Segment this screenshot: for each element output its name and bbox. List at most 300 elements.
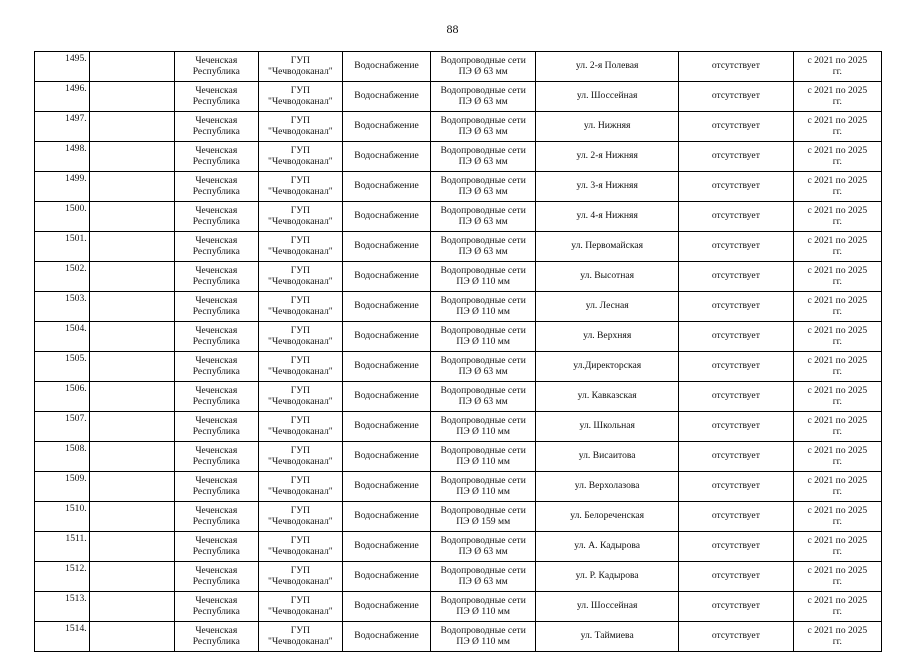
organization-cell [258,172,342,202]
object-line: Водопроводные сети [440,265,526,276]
status-text: отсутствует [711,630,760,642]
object-line: ПЭ Ø 63 мм [458,95,508,107]
status-cell [679,112,794,142]
region-cell [174,382,258,412]
street-cell [536,142,679,172]
organization-cell [258,82,342,112]
status-cell [679,172,794,202]
region-line: Республика [192,155,240,167]
street-name: ул. Верхняя [583,330,632,342]
service-type: Водоснабжение [354,480,419,492]
street-name: ул. Нижняя [583,120,631,132]
organization-line: "Чечводоканал" [268,245,333,257]
row-number: 1504. [65,323,87,334]
region-cell [174,52,258,82]
period-line: с 2021 по 2025 [807,145,868,156]
object-line: ПЭ Ø 110 мм [456,635,510,647]
service-type: Водоснабжение [354,540,419,552]
period-line: с 2021 по 2025 [807,355,868,366]
empty-cell [89,412,174,442]
status-cell [679,292,794,322]
status-text: отсутствует [711,540,760,552]
period-line: с 2021 по 2025 [807,385,868,396]
period-line: гг. [832,455,842,467]
service-type: Водоснабжение [354,390,419,402]
status-cell [679,502,794,532]
organization-line: ГУП [290,205,310,216]
object-line: Водопроводные сети [440,325,526,336]
organization-cell [258,232,342,262]
object-line: ПЭ Ø 63 мм [458,65,508,77]
region-cell [174,262,258,292]
object-cell [431,562,536,592]
service-type: Водоснабжение [354,570,419,582]
empty-cell [89,622,174,652]
object-line: ПЭ Ø 63 мм [458,575,508,587]
region-line: Республика [192,185,240,197]
table-row [35,112,882,142]
service-type: Водоснабжение [354,150,419,162]
service-type-cell [342,52,430,82]
period-cell [793,202,881,232]
empty-cell [89,52,174,82]
status-text: отсутствует [711,450,760,462]
period-cell [793,172,881,202]
service-type-cell [342,292,430,322]
region-cell [174,292,258,322]
street-name: ул. Кавказская [577,390,637,402]
street-name: ул. Шоссейная [576,90,638,102]
service-type: Водоснабжение [354,60,419,72]
organization-line: ГУП [290,415,310,426]
status-text: отсутствует [711,210,760,222]
period-cell [793,412,881,442]
object-line: ПЭ Ø 110 мм [456,425,510,437]
region-line: Республика [192,605,240,617]
row-number-cell [35,232,90,262]
region-line: Чеченская [195,325,238,336]
period-cell [793,532,881,562]
period-line: с 2021 по 2025 [807,445,868,456]
period-line: с 2021 по 2025 [807,205,868,216]
object-line: ПЭ Ø 63 мм [458,365,508,377]
region-line: Чеченская [195,265,238,276]
street-name: ул. Школьная [579,420,635,432]
empty-cell [89,592,174,622]
organization-line: ГУП [290,55,310,66]
organization-line: ГУП [290,625,310,636]
organization-cell [258,292,342,322]
street-cell [536,52,679,82]
street-name: ул. 3-я Нижняя [576,180,638,192]
organization-line: "Чечводоканал" [268,65,333,77]
object-cell [431,52,536,82]
period-line: с 2021 по 2025 [807,475,868,486]
status-text: отсутствует [711,390,760,402]
organization-line: ГУП [290,295,310,306]
street-name: ул. А. Кадырова [574,540,641,552]
region-cell [174,622,258,652]
region-line: Республика [192,425,240,437]
region-cell [174,412,258,442]
region-line: Республика [192,305,240,317]
street-name: ул. Р. Кадырова [575,570,639,582]
period-line: гг. [832,215,842,227]
page-number: 88 [446,22,459,36]
organization-line: ГУП [290,385,310,396]
period-line: гг. [832,95,842,107]
object-line: ПЭ Ø 110 мм [456,335,510,347]
object-line: Водопроводные сети [440,625,526,636]
period-cell [793,232,881,262]
organization-cell [258,442,342,472]
period-cell [793,52,881,82]
table-body [35,52,882,652]
table-row [35,292,882,322]
object-line: Водопроводные сети [440,175,526,186]
table-row [35,52,882,82]
row-number-cell [35,412,90,442]
organization-cell [258,382,342,412]
period-line: гг. [832,485,842,497]
row-number-cell [35,562,90,592]
organization-line: "Чечводоканал" [268,485,333,497]
status-text: отсутствует [711,120,760,132]
row-number: 1513. [65,593,87,604]
region-line: Чеченская [195,295,238,306]
organization-cell [258,472,342,502]
organization-line: "Чечводоканал" [268,455,333,467]
organization-line: "Чечводоканал" [268,185,333,197]
period-cell [793,352,881,382]
object-line: Водопроводные сети [440,85,526,96]
object-line: Водопроводные сети [440,295,526,306]
object-line: ПЭ Ø 110 мм [456,275,510,287]
status-cell [679,142,794,172]
period-line: с 2021 по 2025 [807,505,868,516]
table-row [35,82,882,112]
service-type-cell [342,202,430,232]
period-line: гг. [832,635,842,647]
status-text: отсутствует [711,300,760,312]
period-cell [793,442,881,472]
object-cell [431,82,536,112]
organization-line: "Чечводоканал" [268,395,333,407]
object-cell [431,322,536,352]
object-cell [431,292,536,322]
period-line: с 2021 по 2025 [807,235,868,246]
organization-line: "Чечводоканал" [268,425,333,437]
street-cell [536,622,679,652]
street-name: ул. Висаитова [578,450,636,462]
street-cell [536,532,679,562]
row-number-cell [35,592,90,622]
region-line: Чеченская [195,475,238,486]
period-cell [793,142,881,172]
object-line: ПЭ Ø 110 мм [456,305,510,317]
organization-cell [258,352,342,382]
table-row [35,562,882,592]
period-line: гг. [832,275,842,287]
period-line: гг. [832,185,842,197]
row-number: 1508. [65,443,87,454]
service-type-cell [342,472,430,502]
region-line: Республика [192,575,240,587]
service-type: Водоснабжение [354,630,419,642]
organization-cell [258,562,342,592]
organization-line: ГУП [290,145,310,156]
row-number: 1503. [65,293,87,304]
empty-cell [89,442,174,472]
period-line: с 2021 по 2025 [807,265,868,276]
period-cell [793,262,881,292]
status-cell [679,262,794,292]
region-cell [174,532,258,562]
status-cell [679,472,794,502]
status-cell [679,592,794,622]
table-row [35,172,882,202]
period-line: с 2021 по 2025 [807,565,868,576]
status-text: отсутствует [711,600,760,612]
status-text: отсутствует [711,510,760,522]
empty-cell [89,382,174,412]
empty-cell [89,352,174,382]
region-cell [174,202,258,232]
empty-cell [89,562,174,592]
street-cell [536,442,679,472]
street-name: ул. Первомайская [571,240,644,252]
region-line: Республика [192,245,240,257]
service-type: Водоснабжение [354,120,419,132]
region-cell [174,592,258,622]
region-line: Республика [192,125,240,137]
service-type: Водоснабжение [354,360,419,372]
street-name: ул.Директорская [573,360,642,372]
status-text: отсутствует [711,90,760,102]
object-cell [431,112,536,142]
empty-cell [89,532,174,562]
region-line: Республика [192,65,240,77]
empty-cell [89,82,174,112]
object-cell [431,142,536,172]
object-cell [431,172,536,202]
street-cell [536,382,679,412]
organization-line: ГУП [290,565,310,576]
row-number-cell [35,382,90,412]
table-row [35,232,882,262]
street-name: ул. Таймиева [580,630,634,642]
status-text: отсутствует [711,270,760,282]
row-number: 1496. [65,83,87,94]
row-number: 1505. [65,353,87,364]
status-text: отсутствует [711,480,760,492]
service-type-cell [342,412,430,442]
period-cell [793,472,881,502]
organization-line: "Чечводоканал" [268,305,333,317]
street-name: ул. Шоссейная [576,600,638,612]
period-cell [793,562,881,592]
row-number-cell [35,112,90,142]
row-number: 1498. [65,143,87,154]
region-line: Республика [192,365,240,377]
row-number: 1507. [65,413,87,424]
service-type-cell [342,532,430,562]
table-row [35,502,882,532]
period-cell [793,502,881,532]
object-cell [431,472,536,502]
object-line: Водопроводные сети [440,415,526,426]
service-type-cell [342,172,430,202]
period-line: гг. [832,305,842,317]
table-row [35,142,882,172]
period-line: с 2021 по 2025 [807,85,868,96]
service-type-cell [342,562,430,592]
table-row [35,352,882,382]
region-line: Республика [192,515,240,527]
status-cell [679,232,794,262]
status-cell [679,202,794,232]
street-name: ул. Высотная [580,270,635,282]
empty-cell [89,232,174,262]
street-cell [536,472,679,502]
table-row [35,472,882,502]
region-line: Чеченская [195,85,238,96]
row-number-cell [35,352,90,382]
region-line: Чеченская [195,535,238,546]
region-line: Республика [192,275,240,287]
organization-line: ГУП [290,535,310,546]
period-line: с 2021 по 2025 [807,625,868,636]
service-type-cell [342,352,430,382]
period-line: гг. [832,65,842,77]
service-type-cell [342,232,430,262]
period-line: с 2021 по 2025 [807,535,868,546]
row-number-cell [35,142,90,172]
organization-line: "Чечводоканал" [268,155,333,167]
object-line: Водопроводные сети [440,355,526,366]
service-type: Водоснабжение [354,300,419,312]
row-number-cell [35,202,90,232]
object-line: ПЭ Ø 63 мм [458,545,508,557]
row-number-cell [35,502,90,532]
organization-line: "Чечводоканал" [268,365,333,377]
street-cell [536,262,679,292]
region-line: Чеченская [195,145,238,156]
organization-line: ГУП [290,445,310,456]
object-cell [431,352,536,382]
empty-cell [89,262,174,292]
street-cell [536,352,679,382]
period-line: гг. [832,605,842,617]
street-cell [536,502,679,532]
object-line: Водопроводные сети [440,235,526,246]
street-cell [536,172,679,202]
row-number-cell [35,262,90,292]
object-line: ПЭ Ø 110 мм [456,485,510,497]
status-cell [679,82,794,112]
period-cell [793,322,881,352]
table-row [35,442,882,472]
service-type-cell [342,502,430,532]
period-cell [793,292,881,322]
organization-cell [258,592,342,622]
region-line: Чеченская [195,55,238,66]
object-line: ПЭ Ø 63 мм [458,245,508,257]
service-type: Водоснабжение [354,210,419,222]
region-line: Чеченская [195,235,238,246]
object-line: Водопроводные сети [440,535,526,546]
organization-line: "Чечводоканал" [268,575,333,587]
region-line: Чеченская [195,175,238,186]
street-cell [536,412,679,442]
table-row [35,532,882,562]
empty-cell [89,172,174,202]
row-number: 1511. [65,533,87,544]
row-number: 1506. [65,383,87,394]
object-line: Водопроводные сети [440,595,526,606]
region-cell [174,502,258,532]
object-cell [431,262,536,292]
period-line: с 2021 по 2025 [807,325,868,336]
period-line: с 2021 по 2025 [807,415,868,426]
object-cell [431,382,536,412]
status-cell [679,442,794,472]
region-line: Республика [192,335,240,347]
object-cell [431,442,536,472]
service-type-cell [342,112,430,142]
table-row [35,262,882,292]
organization-line: "Чечводоканал" [268,335,333,347]
period-cell [793,592,881,622]
table-row [35,622,882,652]
period-line: с 2021 по 2025 [807,115,868,126]
object-line: Водопроводные сети [440,55,526,66]
street-cell [536,202,679,232]
service-type: Водоснабжение [354,420,419,432]
organization-line: ГУП [290,355,310,366]
status-cell [679,382,794,412]
organization-line: "Чечводоканал" [268,95,333,107]
status-cell [679,52,794,82]
row-number-cell [35,442,90,472]
organization-cell [258,412,342,442]
row-number-cell [35,622,90,652]
status-text: отсутствует [711,180,760,192]
row-number: 1514. [65,623,87,634]
period-line: гг. [832,155,842,167]
region-line: Республика [192,215,240,227]
period-cell [793,622,881,652]
empty-cell [89,142,174,172]
street-cell [536,562,679,592]
table-row [35,412,882,442]
status-cell [679,412,794,442]
row-number-cell [35,52,90,82]
region-line: Чеченская [195,595,238,606]
organization-cell [258,502,342,532]
organization-cell [258,112,342,142]
object-cell [431,232,536,262]
row-number-cell [35,292,90,322]
service-type: Водоснабжение [354,600,419,612]
period-line: гг. [832,425,842,437]
region-line: Республика [192,95,240,107]
organization-cell [258,142,342,172]
empty-cell [89,112,174,142]
period-cell [793,382,881,412]
region-line: Чеченская [195,115,238,126]
period-line: с 2021 по 2025 [807,295,868,306]
